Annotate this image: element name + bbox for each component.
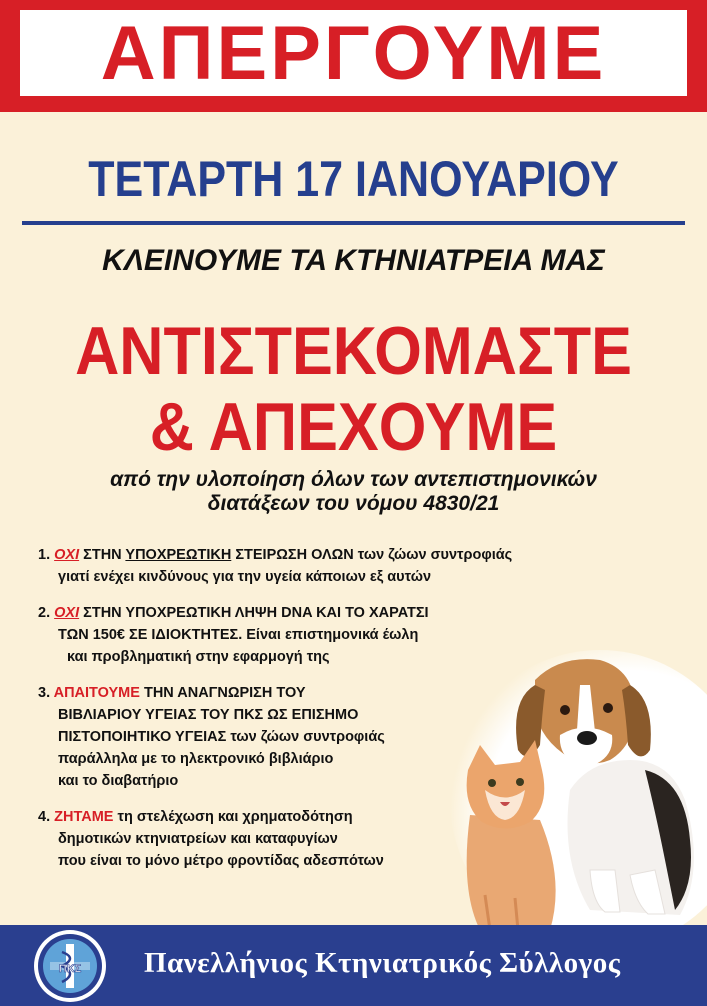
date-underline <box>22 221 685 225</box>
organization-name: Πανελλήνιος Κτηνιατρικός Σύλλογος <box>144 947 621 979</box>
item-text: ΣΤΗΝ ΥΠΟΧΡΕΩΤΙΚΗ ΛΗΨΗ DNA ΚΑΙ ΤΟ ΧΑΡΑΤΣΙ <box>79 605 429 621</box>
strike-title: ΑΠΕΡΓΟΥΜΕ <box>100 10 607 96</box>
top-banner-box <box>20 10 687 96</box>
top-banner <box>0 0 707 112</box>
item-number: 2. <box>38 605 51 621</box>
item-line: και προβληματική στην εφαρμογή της <box>67 649 330 665</box>
item-number: 3. <box>38 685 51 701</box>
closing-statement: ΚΛΕΙΝΟΥΜΕ ΤΑ ΚΤΗΝΙΑΤΡΕΙΑ ΜΑΣ <box>102 244 605 277</box>
item-keyword: ΟΧΙ <box>54 547 80 563</box>
item-keyword: ΟΧΙ <box>54 605 80 621</box>
item-line: ΒΙΒΛΙΑΡΙΟΥ ΥΓΕΙΑΣ ΤΟΥ ΠΚΣ ΩΣ ΕΠΙΣΗΜΟ <box>58 707 359 723</box>
item-line: και το διαβατήριο <box>58 773 179 789</box>
logo-text: ΠΚΣ <box>58 963 82 975</box>
resist-line-1: ΑΝΤΙΣΤΕΚΟΜΑΣΤΕ <box>75 313 632 389</box>
item-text-underlined: ΥΠΟΧΡΕΩΤΙΚΗ <box>125 547 232 563</box>
item-text: τη στελέχωση και χρηματοδότηση <box>113 809 353 825</box>
resist-line-2: & ΑΠΕΧΟΥΜΕ <box>149 389 558 465</box>
item-keyword: ΑΠΑΙΤΟΥΜΕ <box>53 685 140 701</box>
demands-list <box>38 544 513 886</box>
pks-logo-icon <box>32 928 108 1004</box>
item-number: 1. <box>38 547 51 563</box>
item-line: που είναι το μόνο μέτρο φροντίδας αδεσπότων <box>58 853 384 869</box>
list-item <box>38 544 513 588</box>
item-text: ΣΤΕΙΡΩΣΗ ΟΛΩΝ των ζώων συντροφιάς <box>231 547 513 563</box>
from-line-1: από την υλοποίηση όλων των αντεπιστημονικών <box>110 468 597 491</box>
item-line: ΤΩΝ 150€ ΣΕ ΙΔΙΟΚΤΗΤΕΣ. Είναι επιστημονικά έωλη <box>58 627 419 643</box>
item-number: 4. <box>38 809 51 825</box>
list-item <box>38 806 508 872</box>
list-item <box>38 602 508 668</box>
from-line-2: διατάξεων του νόμου 4830/21 <box>207 492 500 515</box>
item-line: παράλληλα με το ηλεκτρονικό βιβλιάριο <box>58 751 334 767</box>
item-line: ΠΙΣΤΟΠΟΙΗΤΙΚΟ ΥΓΕΙΑΣ των ζώων συντροφιάς <box>58 729 385 745</box>
item-line: δημοτικών κτηνιατρείων και καταφυγίων <box>58 831 338 847</box>
item-keyword: ΖΗΤΑΜΕ <box>54 809 114 825</box>
item-text: ΣΤΗΝ <box>79 547 126 563</box>
list-item <box>38 682 508 792</box>
dog-and-cat-photo <box>440 640 707 940</box>
strike-date: ΤΕΤΑΡΤΗ 17 ΙΑΝΟΥΑΡΙΟΥ <box>88 151 619 207</box>
item-line: γιατί ενέχει κινδύνους για την υγεία κάποιων εξ αυτών <box>58 569 432 585</box>
item-text: ΤΗΝ ΑΝΑΓΝΩΡΙΣΗ ΤΟΥ <box>139 685 306 701</box>
